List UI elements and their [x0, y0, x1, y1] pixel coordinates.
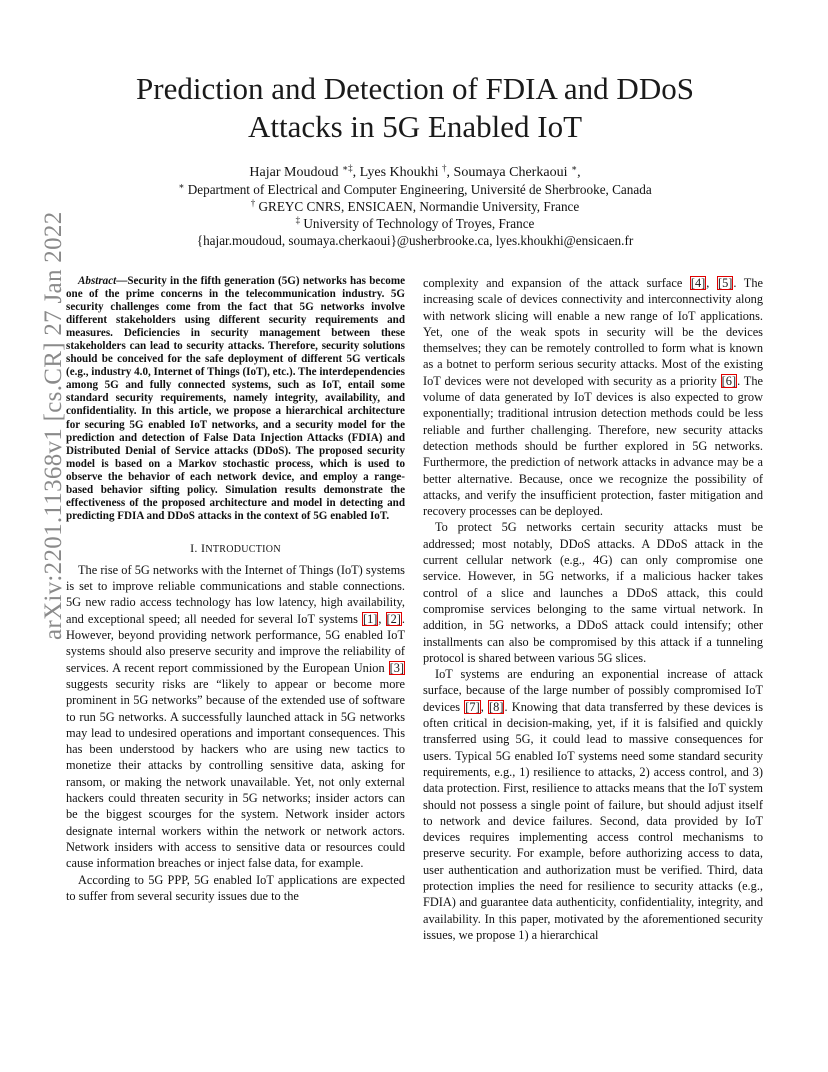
section-title-rest: NTRODUCTION: [205, 543, 281, 555]
intro-paragraph-2: According to 5G PPP, 5G enabled IoT applications are expected to suffer from several security issues due to the: [66, 872, 405, 903]
citation-link[interactable]: [8]: [489, 699, 504, 714]
intro-paragraph-2-cont: [423, 275, 763, 519]
affiliation-1-mark: ∗: [178, 181, 185, 191]
citation-link[interactable]: [1]: [362, 611, 378, 626]
author-3: , Soumaya Cherkaoui: [446, 165, 571, 180]
text-span: complexity and expansion of the attack surface: [423, 276, 690, 290]
intro-paragraph-1: [66, 562, 405, 872]
author-tail: ,: [577, 165, 581, 180]
section-initial: I: [201, 540, 206, 555]
affiliation-3-text: University of Technology of Troyes, France: [300, 216, 535, 231]
citation-link[interactable]: [4]: [690, 276, 706, 290]
citation-link[interactable]: [6]: [721, 373, 737, 388]
author-emails: {hajar.moudoud, soumaya.cherkaoui}@usherbrooke.ca, lyes.khoukhi@ensicaen.fr: [196, 233, 634, 248]
section-heading-introduction: [66, 541, 405, 556]
right-column: [423, 275, 763, 943]
affiliation-2: [70, 198, 760, 215]
arxiv-id: arXiv:2201.11368v1 [cs.CR] 27 Jan 2022: [40, 211, 67, 640]
affiliation-1-text: Department of Electrical and Computer Engineering, Université de Sherbrooke, Canada: [184, 182, 652, 197]
title-line-2: Attacks in 5G Enabled IoT: [247, 109, 583, 144]
author-list: [70, 164, 760, 181]
citation-link[interactable]: [2]: [386, 611, 401, 626]
text-span: . The volume of data generated by IoT devices is also expected to grow exponentially; traditional intrusion detection methods could be less reliable and further challenging. Therefore, new security attacks detection methods should be further explored in 5G networks. Furthermore, the prediction of network attacks in advance may be a better alternative. Because, once we recognize the possibility of attacks, and verify the insufficient protection, faster mitigation and recovery processes can be deployed.: [423, 373, 763, 519]
intro-paragraph-4: [423, 666, 763, 943]
intro-paragraph-3: To protect 5G networks certain security attacks must be addressed; most notably, DDoS attacks. A DDoS attack in the current cellular network (e.g., 4G) can only compromise one service. However, in 5G networks, if a malicious hacker takes control of a slice and launches a DDoS attack, this could compromise services belonging to the same virtual network. In addition, in 5G networks, a DDoS attack could intensify; other installments can also be compromised by this attack if a tunneling protocol is shared between various 5G slices.: [423, 520, 763, 665]
abstract-label: Abstract: [78, 275, 117, 287]
citation-link[interactable]: [7]: [465, 699, 480, 714]
text-span: . The increasing scale of devices connectivity and interconnectivity along with network slicing will enable a new range of IoT applications. Yet, one of the weak spots in security will be the devices themselves; they can be remotely controlled to form what is known as a botnet to perform serious security attacks. Most of the existing IoT devices were not developed with security as a priority: [423, 276, 764, 388]
citation-link[interactable]: [3]: [389, 660, 404, 675]
left-column: [66, 275, 405, 904]
citation-link[interactable]: [5]: [717, 276, 733, 290]
abstract: [66, 275, 405, 523]
section-number: I.: [190, 540, 202, 555]
text-span: suggests security risks are “likely to appear or become more prominent in 5G networks” because of the extended use of software to run 5G networks. A successfully launched attack in 5G networks may lead to undesired operations and important consequences. This has been understood by hackers who are using new tactics to monetize their attacks by controlling sensitive data, asking for ransom, or making the network unavailable. Yet, not only external hackers could threaten security in 5G networks; insider actors can be the biggest scourges for the system. Network insider actors designate internal workers within the network or network actors. Network insiders with access to sensitive data or resources could cause information breaches or inject false data, for example.: [66, 676, 405, 871]
affiliation-2-mark: †: [250, 198, 256, 208]
text-span: . Knowing that data transferred by these devices is often critical in decision-making, yet, if it is falsified and quickly transferred using 5G, it could lead to massive consequences for users. Typical 5G enabled IoT systems need some standard security requirements, e.g., 1) resilience to attacks, 2) access control, and 3) data protection. First, resilience to attacks means that the IoT system should not possess a single point of failure, but should adjust itself to network and device failures. Second, data provided by IoT devices requires implementing access control mechanisms to preserve security. For example, before authorizing access to data, user authentication and authorization must be verified. Third, data protection implies the need for resilience to security attacks (e.g., FDIA) and guarantee data authenticity, confidentiality, integrity, and availability. In this paper, motivated by the aforementioned security issues, we propose 1) a hierarchical: [423, 699, 763, 942]
text-span: ,: [706, 276, 717, 290]
author-3-marks: ∗: [570, 163, 578, 173]
affiliation-2-text: GREYC CNRS, ENSICAEN, Normandie University, France: [255, 199, 580, 214]
text-span: ,: [480, 699, 489, 714]
affiliation-1: [70, 181, 760, 198]
text-span: ,: [378, 611, 386, 626]
title-line-1: Prediction and Detection of FDIA and DDoS: [136, 71, 694, 106]
author-2-marks: †: [442, 163, 447, 173]
author-1-marks: ∗‡: [341, 163, 353, 173]
affiliation-3: [70, 215, 760, 232]
text-span: . However, beyond providing network performance, 5G enabled IoT systems should also preserve security and improve the reliability of services. A recent report commissioned by the European Union: [66, 611, 406, 675]
text-span: IoT systems are enduring an exponential increase of attack surface, because of the large number of possibly compromised IoT devices: [423, 667, 763, 714]
abstract-text: —Security in the fifth generation (5G) networks has become one of the prime concerns in the telecommunication industry. 5G security challenges come from the fact that 5G networks involve different stakeholders using different security requirements and measures. Deficiencies in security management between these stakeholders can lead to security attacks. Therefore, security solutions should be conceived for the safe deployment of different 5G verticals (e.g., industry 4.0, Internet of Things (IoT), etc.). The interdependencies among 5G and fully connected systems, such as IoT, entail some standard security requirements, namely integrity, availability, and confidentiality. In this article, we propose a hierarchical architecture for securing 5G enabled IoT networks, and a security model for the prediction and detection of False Data Injection Attacks (FDIA) and Distributed Denial of Service attacks (DDoS). The proposed security model is based on a Markov stochastic process, which is used to observe the behavior of each network device, and employ a range-based behavior sifting policy. Simulation results demonstrate the effectiveness of the proposed architecture and model in detecting and predicting FDIA and DDoS attacks in the context of 5G enabled IoT.: [66, 275, 405, 522]
text-span: The rise of 5G networks with the Internet of Things (IoT) systems is set to improve reliable communications and stable connections. 5G new radio access technology has low latency, high availability, and exceptional speed; all needed for several IoT systems: [66, 562, 405, 626]
author-1: Hajar Moudoud: [249, 165, 342, 180]
affiliation-3-mark: ‡: [295, 215, 301, 225]
author-2: , Lyes Khoukhi: [352, 165, 443, 180]
